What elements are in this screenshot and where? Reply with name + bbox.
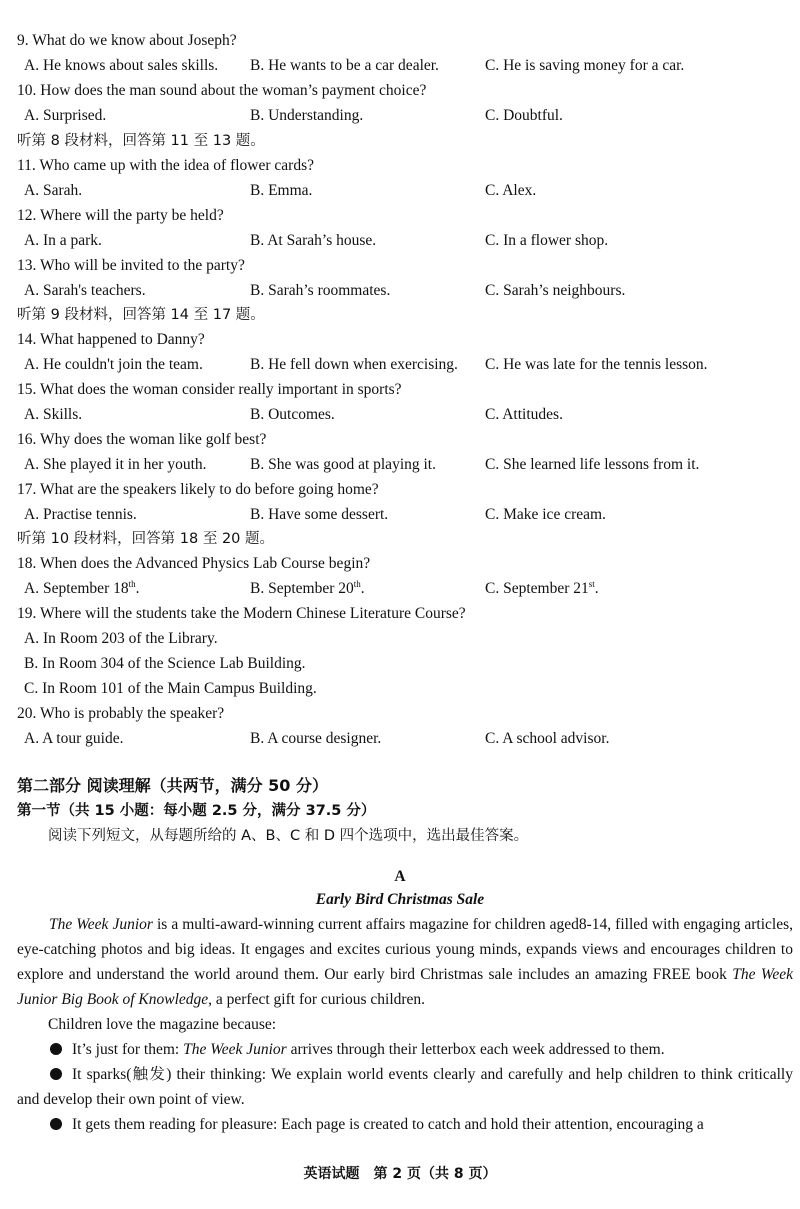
question-stem: 11. Who came up with the idea of flower cards?: [17, 157, 314, 174]
bullet-item: It’s just for them: The Week Junior arrives through their letterbox each week addressed to them.: [17, 1037, 793, 1062]
option-c: C. He was late for the tennis lesson.: [485, 356, 708, 373]
option-a: A. Surprised.: [24, 107, 107, 124]
option-b: B. He fell down when exercising.: [250, 356, 458, 373]
option-a: A. He knows about sales skills.: [24, 57, 219, 74]
option-c: C. In a flower shop.: [485, 232, 609, 249]
option-a: A. She played it in her youth.: [24, 456, 207, 473]
question-options: [24, 579, 794, 599]
option-a: A. September 18th.: [24, 578, 140, 597]
option-c: C. Alex.: [485, 182, 537, 199]
option-b: B. She was good at playing it.: [250, 456, 436, 473]
question-options: [24, 729, 794, 749]
option-b: B. Outcomes.: [250, 406, 335, 423]
option-c: C. Doubtful.: [485, 107, 563, 124]
bullet-item: It sparks(触发) their thinking: We explain world events clearly and carefully and help children to think critically and develop their own point of view.: [17, 1066, 793, 1108]
question-stem: 20. Who is probably the speaker?: [17, 705, 225, 722]
bullet-icon: [50, 1043, 62, 1055]
bullet-icon: [50, 1068, 62, 1080]
option-b: B. Emma.: [250, 182, 313, 199]
question-options: [24, 405, 794, 425]
option-c: C. A school advisor.: [485, 730, 610, 747]
option-c: C. Make ice cream.: [485, 506, 606, 523]
section-subtitle: 第一节（共 15 小题：每小题 2.5 分，满分 37.5 分）: [17, 803, 376, 819]
question-options: [24, 455, 794, 475]
option-b: B. Understanding.: [250, 107, 364, 124]
passage-paragraph: The Week Junior is a multi-award-winning current affairs magazine for children aged8-14, filled with engaging articles, eye-catching photos and big ideas. It engages and excites curious young minds, expands views and encourages children to explore and understand the world around them. Our early bird Christmas sale includes an amazing FREE book The Week Junior Big Book of Knowledge, a perfect gift for curious children.: [17, 916, 793, 1008]
passage-letter: A: [394, 868, 406, 885]
option-a: A. Sarah's teachers.: [24, 282, 146, 299]
option-c: C. She learned life lessons from it.: [485, 456, 700, 473]
question-options: [24, 56, 794, 76]
question-options: [24, 106, 794, 126]
option-b: B. A course designer.: [250, 730, 382, 747]
option-b: B. Sarah’s roommates.: [250, 282, 391, 299]
option-b: B. He wants to be a car dealer.: [250, 57, 439, 74]
listening-instruction: 听第 10 段材料，回答第 18 至 20 题。: [17, 531, 275, 547]
option-c: C. Attitudes.: [485, 406, 563, 423]
page-footer: 英语试题 第 2 页（共 8 页）: [303, 1166, 497, 1182]
question-stem: 10. How does the man sound about the woman’s payment choice?: [17, 82, 427, 99]
option-a: A. Practise tennis.: [24, 506, 137, 523]
question-options: [24, 281, 794, 301]
listening-instruction: 听第 9 段材料，回答第 14 至 17 题。: [17, 307, 265, 323]
option-c: C. In Room 101 of the Main Campus Building.: [24, 680, 317, 697]
option-c: C. He is saving money for a car.: [485, 57, 685, 74]
option-b: B. In Room 304 of the Science Lab Building.: [24, 655, 306, 672]
bullet-item: It gets them reading for pleasure: Each page is created to catch and hold their attention, encouraging a: [17, 1112, 793, 1137]
option-a: A. He couldn't join the team.: [24, 356, 203, 373]
question-options: [24, 355, 794, 375]
option-c: C. Sarah’s neighbours.: [485, 282, 626, 299]
section-title: 第二部分 阅读理解（共两节，满分 50 分）: [17, 776, 328, 795]
question-stem: 12. Where will the party be held?: [17, 207, 224, 224]
question-options: [24, 231, 794, 251]
question-stem: 9. What do we know about Joseph?: [17, 32, 237, 49]
question-stem: 17. What are the speakers likely to do before going home?: [17, 481, 379, 498]
question-stem: 15. What does the woman consider really important in sports?: [17, 381, 402, 398]
bullet-icon: [50, 1118, 62, 1130]
option-a: A. In Room 203 of the Library.: [24, 630, 218, 647]
option-c: C. September 21st.: [485, 578, 599, 597]
option-b: B. Have some dessert.: [250, 506, 389, 523]
option-a: A. Skills.: [24, 406, 83, 423]
question-stem: 16. Why does the woman like golf best?: [17, 431, 267, 448]
option-b: B. At Sarah’s house.: [250, 232, 377, 249]
passage-title: Early Bird Christmas Sale: [315, 891, 485, 908]
question-options: [24, 505, 794, 525]
passage-paragraph: Children love the magazine because:: [48, 1016, 277, 1033]
question-stem: 18. When does the Advanced Physics Lab Course begin?: [17, 555, 371, 572]
section-direction: 阅读下列短文，从每题所给的 A、B、C 和 D 四个选项中，选出最佳答案。: [48, 828, 529, 844]
question-stem: 13. Who will be invited to the party?: [17, 257, 245, 274]
option-a: A. In a park.: [24, 232, 102, 249]
question-stem: 19. Where will the students take the Modern Chinese Literature Course?: [17, 605, 466, 622]
question-options: [24, 181, 794, 201]
listening-instruction: 听第 8 段材料，回答第 11 至 13 题。: [17, 133, 265, 149]
option-a: A. A tour guide.: [24, 730, 124, 747]
option-a: A. Sarah.: [24, 182, 83, 199]
question-stem: 14. What happened to Danny?: [17, 331, 205, 348]
option-b: B. September 20th.: [250, 578, 365, 597]
